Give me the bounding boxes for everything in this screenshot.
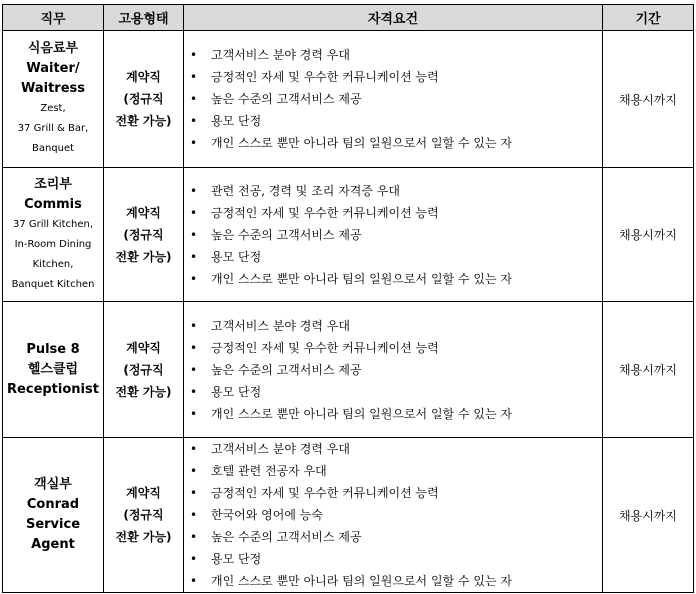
- requirement-item: • 높은 수준의 고객서비스 제공: [184, 526, 602, 548]
- employment-cell: [104, 302, 184, 438]
- period-cell: 채용시까지: [603, 31, 694, 168]
- employment-type: 전환 가능): [115, 249, 172, 264]
- requirement-item: • 개인 스스로 뿐만 아니라 팀의 일원으로서 일할 수 있는 자: [184, 403, 602, 425]
- requirement-item: • 개인 스스로 뿐만 아니라 팀의 일원으로서 일할 수 있는 자: [184, 268, 602, 290]
- requirement-item: • 개인 스스로 뿐만 아니라 팀의 일원으로서 일할 수 있는 자: [184, 570, 602, 592]
- requirement-item: • 높은 수준의 고객서비스 제공: [184, 359, 602, 381]
- employment-type: 전환 가능): [115, 384, 172, 399]
- dept-cell: [3, 438, 104, 593]
- requirements-list: [184, 44, 602, 154]
- dept-name: Service Agent: [25, 517, 81, 552]
- requirements-cell: [184, 302, 603, 438]
- dept-name: 식음료부: [27, 41, 79, 56]
- header-employment: 고용형태: [104, 5, 184, 31]
- employment-type: 전환 가능): [115, 114, 172, 128]
- requirement-item: • 호텔 관련 전공자 우대: [184, 460, 602, 482]
- requirement-item: • 높은 수준의 고객서비스 제공: [184, 88, 602, 110]
- table-row: [3, 31, 694, 168]
- requirements-list: [184, 315, 602, 425]
- period-cell: 채용시까지: [603, 302, 694, 438]
- dept-name: Receptionist: [7, 381, 99, 397]
- header-period: 기간: [603, 5, 694, 31]
- employment-type: 계약직: [126, 486, 161, 500]
- requirement-item: • 개인 스스로 뿐만 아니라 팀의 일원으로서 일할 수 있는 자: [184, 132, 602, 154]
- dept-cell: [3, 168, 104, 302]
- header-row: [3, 5, 694, 31]
- dept-cell: [3, 31, 104, 168]
- requirements-cell: [184, 31, 603, 168]
- period-cell: 채용시까지: [603, 438, 694, 593]
- employment-type: 계약직: [126, 340, 161, 355]
- requirement-item: • 긍정적인 자세 및 우수한 커뮤니케이션 능력: [184, 337, 602, 359]
- requirement-item: • 관련 전공, 경력 및 조리 자격증 우대: [184, 180, 602, 202]
- period-cell: 채용시까지: [603, 168, 694, 302]
- dept-name: Conrad: [26, 497, 80, 512]
- header-dept: 직무: [3, 5, 104, 31]
- employment-type: (정규직: [123, 92, 164, 106]
- requirement-item: • 고객서비스 분야 경력 우대: [184, 44, 602, 66]
- dept-location: Kitchen,: [32, 258, 74, 270]
- dept-location: Banquet Kitchen: [11, 278, 95, 290]
- dept-name: 객실부: [34, 477, 72, 492]
- requirement-item: • 고객서비스 분야 경력 우대: [184, 438, 602, 460]
- requirement-item: • 한국어와 영어에 능숙: [184, 504, 602, 526]
- requirement-item: • 고객서비스 분야 경력 우대: [184, 315, 602, 337]
- employment-type: 전환 가능): [115, 530, 172, 544]
- requirement-item: • 용모 단정: [184, 381, 602, 403]
- job-table: [2, 4, 694, 593]
- dept-location: Zest,: [40, 103, 66, 114]
- requirements-list: [184, 180, 602, 290]
- dept-name: Waiter/: [26, 61, 80, 76]
- requirement-item: • 긍정적인 자세 및 우수한 커뮤니케이션 능력: [184, 66, 602, 88]
- dept-name: 헬스클럽: [27, 361, 79, 377]
- dept-name: Pulse 8: [26, 341, 80, 357]
- employment-cell: [104, 31, 184, 168]
- requirement-item: • 용모 단정: [184, 548, 602, 570]
- dept-location: Banquet: [31, 143, 75, 154]
- dept-name: Waitress: [20, 81, 86, 96]
- requirements-cell: [184, 168, 603, 302]
- table-row: [3, 168, 694, 302]
- dept-location: In-Room Dining: [14, 238, 92, 250]
- requirement-item: • 용모 단정: [184, 246, 602, 268]
- employment-cell: [104, 438, 184, 593]
- employment-cell: [104, 168, 184, 302]
- employment-type: 계약직: [126, 205, 161, 220]
- employment-type: 계약직: [126, 70, 161, 84]
- requirement-item: • 높은 수준의 고객서비스 제공: [184, 224, 602, 246]
- header-requirements: 자격요건: [184, 5, 603, 31]
- requirement-item: • 긍정적인 자세 및 우수한 커뮤니케이션 능력: [184, 482, 602, 504]
- employment-type: (정규직: [123, 227, 164, 242]
- dept-cell: [3, 302, 104, 438]
- dept-location: 37 Grill Kitchen,: [12, 218, 94, 230]
- dept-location: 37 Grill & Bar,: [17, 123, 89, 134]
- requirements-list: [184, 438, 602, 592]
- requirement-item: • 긍정적인 자세 및 우수한 커뮤니케이션 능력: [184, 202, 602, 224]
- dept-name: 조리부: [34, 176, 72, 192]
- requirement-item: • 용모 단정: [184, 110, 602, 132]
- table-row: [3, 438, 694, 593]
- employment-type: (정규직: [123, 362, 164, 377]
- requirements-cell: [184, 438, 603, 593]
- dept-name: Commis: [24, 196, 82, 212]
- table-row: [3, 302, 694, 438]
- employment-type: (정규직: [123, 508, 164, 522]
